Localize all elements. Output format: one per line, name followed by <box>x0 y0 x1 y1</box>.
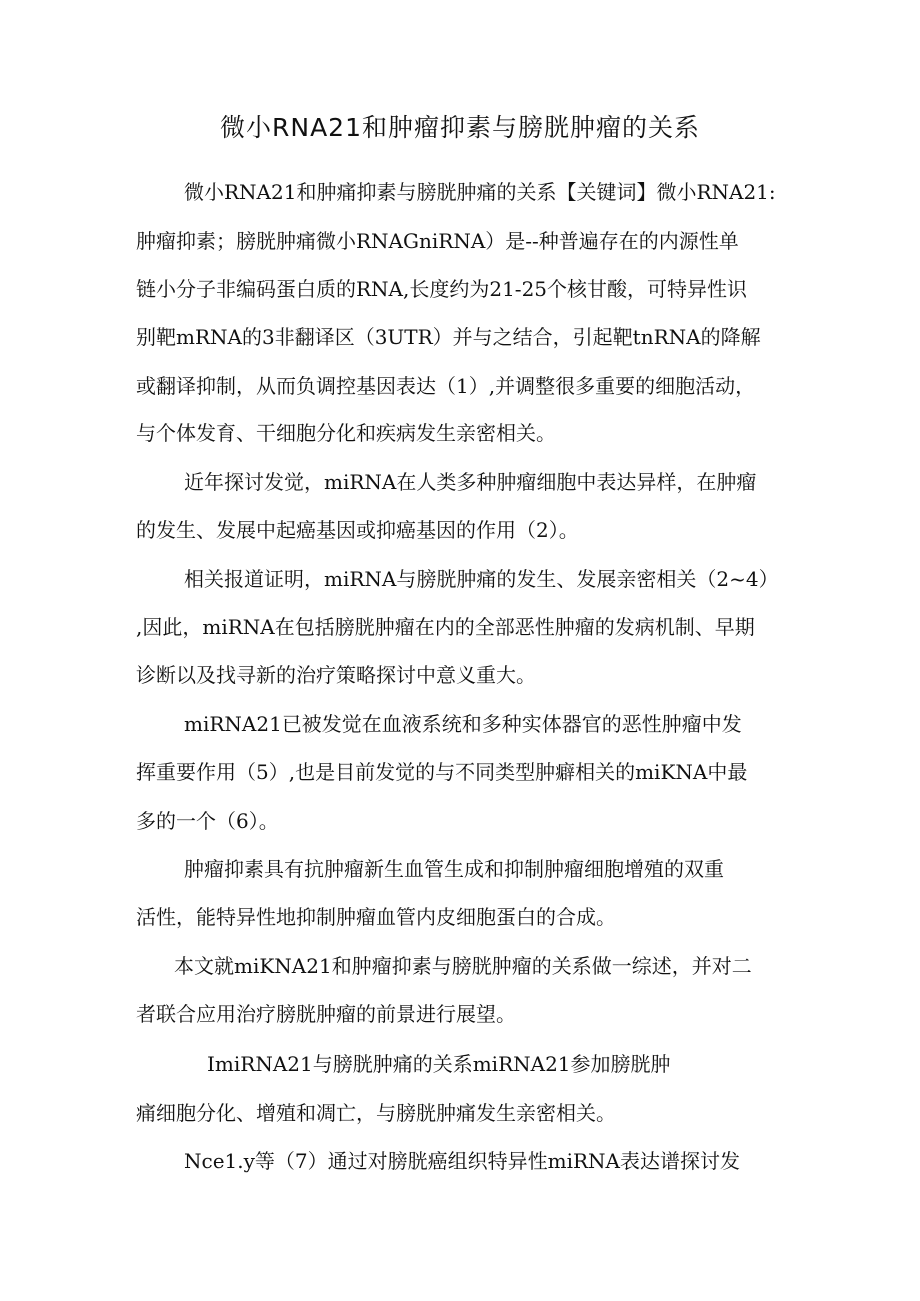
paragraph-line: 活性，能特异性地抑制肿瘤血管内皮细胞蛋白的合成。 <box>136 905 616 929</box>
paragraph-line: 与个体发育、干细胞分化和疾病发生亲密相关。 <box>136 421 556 445</box>
paragraph-line: 本文就miKNA21和肿瘤抑素与膀胱肿瘤的关系做一综述，并对二 <box>174 954 752 978</box>
paragraph-line: 别靶mRNA的3非翻译区（3UTR）并与之结合，引起靶tnRNA的降解 <box>136 325 761 349</box>
paragraph-line: 链小分子非编码蛋白质的RNA,长度约为21-25个核甘酸，可特异性识 <box>136 277 748 301</box>
paragraph-line: 痛细胞分化、增殖和凋亡，与膀胱肿痛发生亲密相关。 <box>136 1101 616 1125</box>
paragraph-line: 肿瘤抑素；膀胱肿痛微小RNAGniRNA）是--种普遍存在的内源性单 <box>136 229 739 253</box>
paragraph-line: 肿瘤抑素具有抗肿瘤新生血管生成和抑制肿瘤细胞增殖的双重 <box>184 857 724 881</box>
document-title: 微小RNA21和肿瘤抑素与膀胱肿瘤的关系 <box>220 113 700 142</box>
paragraph-line: 挥重要作用（5）,也是目前发觉的与不同类型肿癖相关的miKNA中最 <box>136 760 748 784</box>
paragraph-line: ,因此，miRNA在包括膀胱肿瘤在内的全部恶性肿瘤的发病机制、早期 <box>136 615 755 639</box>
paragraph-line: 近年探讨发觉，miRNA在人类多种肿瘤细胞中表达异样，在肿瘤 <box>184 470 757 494</box>
section-heading: ImiRNA21与膀胱肿痛的关系miRNA21参加膀胱肿 <box>207 1052 671 1076</box>
paragraph-line: Nce1.y等（7）通过对膀胱癌组织特异性miRNA表达谱探讨发 <box>184 1149 741 1173</box>
paragraph-line: 或翻译抑制，从而负调控基因表达（1）,并调整很多重要的细胞活动， <box>136 374 756 398</box>
paragraph-line: 微小RNA21和肿痛抑素与膀胱肿痛的关系【关键词】微小RNA21: <box>184 180 776 204</box>
paragraph-line: miRNA21已被发觉在血液系统和多种实体器官的恶性肿瘤中发 <box>184 712 742 736</box>
paragraph-line: 者联合应用治疗膀胱肿瘤的前景进行展望。 <box>136 1002 516 1026</box>
paragraph-line: 诊断以及找寻新的治疗策略探讨中意义重大。 <box>136 663 536 687</box>
paragraph-line: 多的一个（6）。 <box>136 809 279 833</box>
paragraph-line: 的发生、发展中起癌基因或抑癌基因的作用（2）。 <box>136 518 579 542</box>
paragraph-line: 相关报道证明，miRNA与膀胱肿痛的发生、发展亲密相关（2~4） <box>184 567 779 591</box>
